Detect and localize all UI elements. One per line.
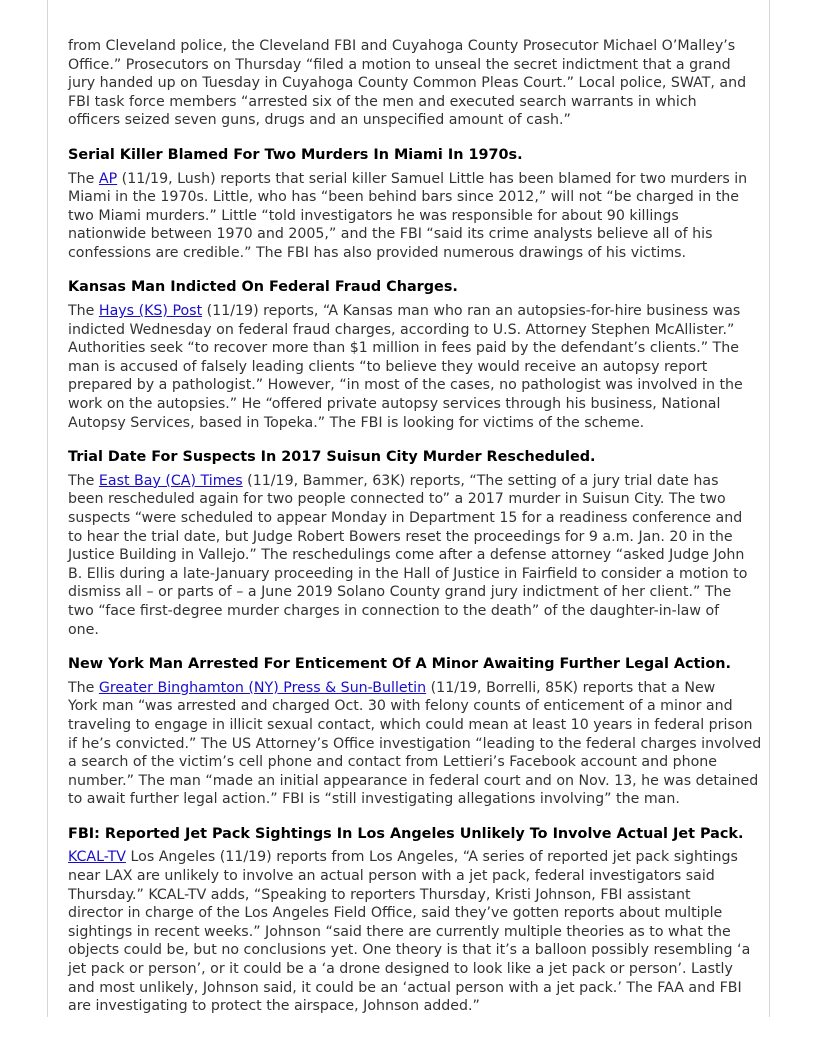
text-line: dismiss all – or parts of – a June 2019 Solano County grand jury indictment of her client.” The bbox=[68, 584, 732, 601]
article bbox=[68, 448, 778, 639]
text-line: FBI task force members “arrested six of the men and executed search warrants in which bbox=[68, 93, 697, 110]
text-line: Office.” Prosecutors on Thursday “filed a motion to unseal the secret indictment that a grand bbox=[68, 56, 731, 73]
text-line: two Miami murders.” Little “told investigators he was responsible for about 90 killings bbox=[68, 207, 679, 224]
text-segment: (11/19, Bammer, 63K) reports, “The setting of a jury trial date has bbox=[242, 472, 719, 489]
text-line: two “face first-degree murder charges in connection to the death” of the daughter-in-law of bbox=[68, 602, 720, 619]
text-prefix: The bbox=[68, 303, 99, 320]
text-line: sightings in recent weeks.” Johnson “said there are currently multiple theories as to what the bbox=[68, 923, 731, 940]
source-link[interactable]: KCAL-TV bbox=[68, 849, 126, 866]
text-line: director in charge of the Los Angeles Field Office, said they’ve gotten reports about multiple bbox=[68, 905, 723, 922]
text-line: objects could be, but no conclusions yet. One theory is that it’s a balloon possibly resembling ‘a bbox=[68, 942, 751, 959]
text-line bbox=[68, 472, 778, 491]
text-line: officers seized seven guns, drugs and an unspecified amount of cash.” bbox=[68, 112, 571, 129]
text-line: York man “was arrested and charged Oct. 30 with felony counts of enticement of a minor and bbox=[68, 698, 733, 715]
text-line bbox=[68, 170, 778, 189]
text-line bbox=[68, 848, 778, 867]
text-line: from Cleveland police, the Cleveland FBI and Cuyahoga County Prosecutor Michael O’Malley’s bbox=[68, 38, 736, 54]
article bbox=[68, 655, 778, 809]
article-paragraph bbox=[68, 302, 778, 432]
text-line: nationwide between 1970 and 2005,” and the FBI “said its crime analysts believe all of his bbox=[68, 226, 713, 243]
text-line: jet pack or person’, or it could be a ‘a drone designed to look like a jet pack or person’. Lastly bbox=[68, 961, 733, 978]
article bbox=[68, 825, 778, 1016]
text-line: suspects “were scheduled to appear Monday in Department 15 for a readiness conference and bbox=[68, 510, 743, 527]
document-body bbox=[68, 37, 778, 1016]
text-segment: (11/19) reports, “A Kansas man who ran an autopsies-for-hire business was bbox=[202, 303, 741, 320]
article-paragraph bbox=[68, 679, 778, 809]
article-heading: FBI: Reported Jet Pack Sightings In Los Angeles Unlikely To Involve Actual Jet Pack. bbox=[68, 825, 744, 842]
text-line: jury handed up on Tuesday in Cuyahoga County Common Pleas Court.” Local police, SWAT, and bbox=[68, 75, 747, 92]
text-line: been rescheduled again for two people connected to” a 2017 murder in Suisun City. The two bbox=[68, 491, 726, 508]
intro-paragraph bbox=[68, 37, 778, 130]
text-line: B. Ellis during a late-January proceeding in the Hall of Justice in Fairfield to consider a motion to bbox=[68, 565, 748, 582]
text-line: traveling to engage in illicit sexual contact, which could mean at least 10 years in federal prison bbox=[68, 716, 753, 733]
text-line: are investigating to protect the airspace, Johnson added.” bbox=[68, 998, 480, 1015]
text-segment: Los Angeles (11/19) reports from Los Angeles, “A series of reported jet pack sightings bbox=[125, 849, 738, 866]
article bbox=[68, 146, 778, 263]
text-line: and most unlikely, Johnson said, it could be an ‘actual person with a jet pack.’ The FAA and FBI bbox=[68, 979, 742, 996]
article-heading: Serial Killer Blamed For Two Murders In Miami In 1970s. bbox=[68, 146, 523, 163]
text-prefix: The bbox=[68, 472, 99, 489]
article-heading: New York Man Arrested For Enticement Of A Minor Awaiting Further Legal Action. bbox=[68, 655, 731, 672]
text-line bbox=[68, 302, 778, 321]
text-segment: (11/19, Lush) reports that serial killer Samuel Little has been blamed for two murders in bbox=[117, 170, 748, 187]
text-line: Miami in the 1970s. Little, who has “been behind bars since 2012,” will not “be charged in the bbox=[68, 189, 740, 206]
source-link[interactable]: AP bbox=[98, 170, 118, 187]
text-line: Authorities seek “to recover more than $1 million in fees paid by the defendant’s clients.” The bbox=[68, 340, 739, 357]
text-line: number.” The man “made an initial appearance in federal court and on Nov. 13, he was detained bbox=[68, 772, 759, 789]
article-heading: Trial Date For Suspects In 2017 Suisun City Murder Rescheduled. bbox=[68, 448, 596, 465]
text-line: to await further legal action.” FBI is “still investigating allegations involving” the man. bbox=[68, 791, 680, 808]
text-line: near LAX are unlikely to involve an actual person with a jet pack, federal investigators said bbox=[68, 868, 715, 885]
source-link[interactable]: East Bay (CA) Times bbox=[98, 472, 243, 489]
text-line: if he’s convicted.” The US Attorney’s Office investigation “leading to the federal charges involved bbox=[68, 735, 762, 752]
source-link[interactable]: Greater Binghamton (NY) Press & Sun-Bulletin bbox=[98, 679, 427, 696]
text-prefix: The bbox=[68, 679, 99, 696]
article bbox=[68, 278, 778, 432]
text-line: Justice Building in Vallejo.” The reschedulings come after a defense attorney “asked Judge John bbox=[68, 547, 745, 564]
article-paragraph bbox=[68, 472, 778, 639]
text-line bbox=[68, 679, 778, 698]
source-link[interactable]: Hays (KS) Post bbox=[98, 303, 203, 320]
text-prefix: The bbox=[68, 170, 99, 187]
text-line: indicted Wednesday on federal fraud charges, according to U.S. Attorney Stephen McAllister.” bbox=[68, 321, 735, 338]
text-line: work on the autopsies.” He “offered private autopsy services through his business, National bbox=[68, 396, 721, 413]
text-line: Autopsy Services, based in Topeka.” The FBI is looking for victims of the scheme. bbox=[68, 414, 645, 431]
article-heading: Kansas Man Indicted On Federal Fraud Charges. bbox=[68, 279, 458, 296]
text-line: to hear the trial date, but Judge Robert Bowers reset the proceedings for 9 a.m. Jan. 20 in the bbox=[68, 528, 733, 545]
text-line: man is accused of falsely leading clients “to believe they would receive an autopsy report bbox=[68, 358, 708, 375]
text-line: a search of the victim’s cell phone and contact from Lettieri’s Facebook account and phone bbox=[68, 754, 718, 771]
text-line: confessions are credible.” The FBI has also provided numerous drawings of his victims. bbox=[68, 244, 687, 261]
article-paragraph bbox=[68, 170, 778, 263]
text-line: one. bbox=[68, 621, 99, 638]
articles-list bbox=[68, 146, 778, 1016]
text-segment: (11/19, Borrelli, 85K) reports that a New bbox=[426, 679, 716, 696]
text-line: prepared by a pathologist.” However, “in most of the cases, no pathologist was involved in the bbox=[68, 377, 743, 394]
article-paragraph bbox=[68, 848, 778, 1015]
text-line: Thursday.” KCAL-TV adds, “Speaking to reporters Thursday, Kristi Johnson, FBI assistant bbox=[68, 886, 691, 903]
